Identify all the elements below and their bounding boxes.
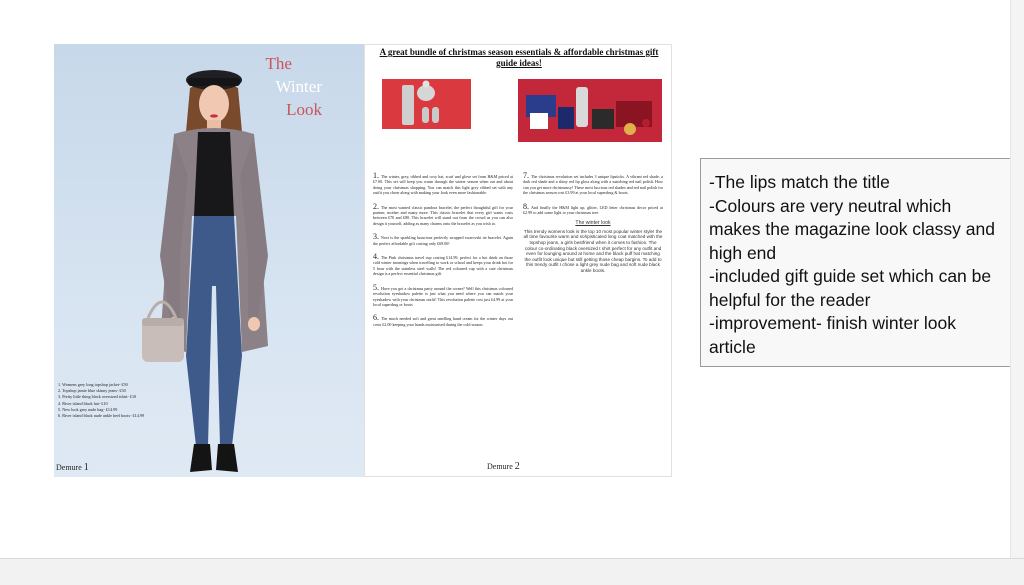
cover-title-line-2: Winter bbox=[275, 77, 322, 96]
gift-item-number: 2. bbox=[373, 201, 379, 211]
gift-item-text: The much needed soft and great smelling hand cream for the winter days out costs £2.00 keeping your hands moisturised during the cold season. bbox=[373, 316, 513, 327]
gift-item-text: Next is the sparkling luxurious perfectly wrapped swarovski tie bracelet. Again the perfect affordable gift costing only £69.00! bbox=[373, 235, 513, 246]
cover-title-line-1: The bbox=[265, 54, 292, 73]
hat-scarf-gloves-photo bbox=[382, 79, 471, 129]
gift-item bbox=[373, 282, 513, 308]
gift-item bbox=[373, 234, 513, 246]
gift-item-text: The winter, grey, ribbed and cosy hat, scarf and glove set from H&M priced at £7.00. This set will keep you warm through the winter season when out and about doing your christmas shopping. You can match this light grey ribbed set with any outfit you chose along with making your look even more fashionable. bbox=[373, 174, 513, 196]
gift-item-number: 4. bbox=[373, 252, 379, 262]
gift-item bbox=[373, 315, 513, 327]
gift-item-number: 3. bbox=[373, 232, 379, 242]
gift-item-text: Have you got a christmas party around the corner? Well this christmas coloured revolution eyeshadow palette is just what you need where you can match your eyeshadow with your christmas outfit! This revolution palette cost just £4.99 at your local superdrug or boots bbox=[373, 285, 513, 307]
gift-item-text: The christmas revolution set includes 3 unique lipsticks. A vibrant red shade, a dark red shade and a shiny red lip gloss along with a matching red nail polish. How can you get more christmassy! These most luscious red shades and red nail polish for the christmas season cost £3.99 at your local superdrug & boots. bbox=[523, 174, 663, 196]
article-column-1 bbox=[373, 173, 513, 327]
page-label: Demure bbox=[56, 463, 82, 472]
note-line: -included gift guide set which can be helpful for the reader bbox=[709, 266, 992, 310]
credit-line: 1. Womens grey long topshop jacket- £50 bbox=[58, 382, 128, 387]
gift-item bbox=[373, 173, 513, 196]
gift-item bbox=[373, 254, 513, 277]
note-line: -Colours are very neutral which makes the magazine look classy and high end bbox=[709, 195, 995, 263]
magazine-page-left bbox=[54, 44, 364, 477]
gift-item bbox=[373, 201, 513, 227]
gift-item-number: 8. bbox=[523, 201, 529, 211]
page-label: Demure bbox=[487, 462, 513, 471]
page-number: 1 bbox=[83, 462, 89, 473]
gift-item-number: 1. bbox=[373, 171, 379, 180]
page-number: 2 bbox=[514, 461, 520, 472]
gift-products-photo bbox=[518, 79, 662, 142]
gift-item-number: 7. bbox=[523, 171, 529, 180]
model-photo bbox=[134, 56, 294, 477]
winter-look-heading: The winter look bbox=[575, 220, 611, 227]
note-line: -improvement- finish winter look article bbox=[709, 313, 957, 357]
credit-line: 3. Pretty little thing black oversized tshirt- £10 bbox=[58, 394, 137, 400]
page-number-right bbox=[487, 461, 520, 472]
gift-item-number: 5. bbox=[373, 282, 379, 292]
gift-item-text: And finally the H&M light up, glitter, LED letter christmas decor priced at £2.99 to add some light to your christmas tree. bbox=[523, 204, 663, 216]
magazine-page-right bbox=[364, 44, 672, 477]
credit-line: 5. New look grey nude bag- £14.99 bbox=[58, 406, 118, 412]
note-line: -The lips match the title bbox=[709, 172, 890, 192]
winter-look-text: This trendy womens look is the top 10 most popular winter style! the all time favourite warm and sohpisticated long coat matched with the topshop jeans, a girls bestfriend when it comes to fashion. The colour co-ordinating black oversized t shirt perfect for any outfit and even for lounging around at home and the black puff hat matching the outfit look unique but still getting those cheap bargins. To add to this trendy outfit I chose a light grey nude bag and soft nude black ankle boots. bbox=[523, 228, 663, 273]
outfit-credits bbox=[58, 382, 144, 419]
gift-item bbox=[523, 201, 663, 216]
slide-bottom-edge bbox=[0, 558, 1024, 585]
gift-item bbox=[523, 173, 663, 196]
article-headline: A great bundle of christmas season essentials & affordable christmas gift guide ideas! bbox=[379, 47, 659, 68]
cover-title bbox=[265, 52, 322, 121]
article-column-2 bbox=[523, 173, 663, 274]
gift-item-number: 6. bbox=[373, 313, 379, 323]
gift-item-text: The Pink christmas travel cup costing £14.99, perfect for a hot drink on those cold winter mornings when travelling to work or school and keeps your drink hot for 5 hour with the stainless steel walls! The red coloured cup with a cute christmas design is a perfect essential christmas gift. bbox=[373, 255, 513, 277]
cover-title-line-3: Look bbox=[286, 100, 322, 119]
notes-text-box[interactable] bbox=[700, 158, 1013, 367]
slide-scroll-edge bbox=[1010, 0, 1024, 558]
credit-line: 4. River island black hat- £10 bbox=[58, 400, 108, 406]
credit-line: 6. River island black nude ankle heel boots- £14.99 bbox=[58, 413, 145, 419]
page-number-left bbox=[56, 462, 89, 473]
credit-line: 2. Topshop jamie blue skinny jeans- £30 bbox=[58, 388, 126, 394]
gift-item-text: The most wanted classic pandora bracelet, the perfect thoughtful gift for your partner, mother and many more. This classic bracelet that every girl wants costs between £70 and £80. This bracelet will stand out from the crowd as you can also design it yourself, adding as many charms onto the bracelet as you wish to. bbox=[373, 204, 513, 226]
